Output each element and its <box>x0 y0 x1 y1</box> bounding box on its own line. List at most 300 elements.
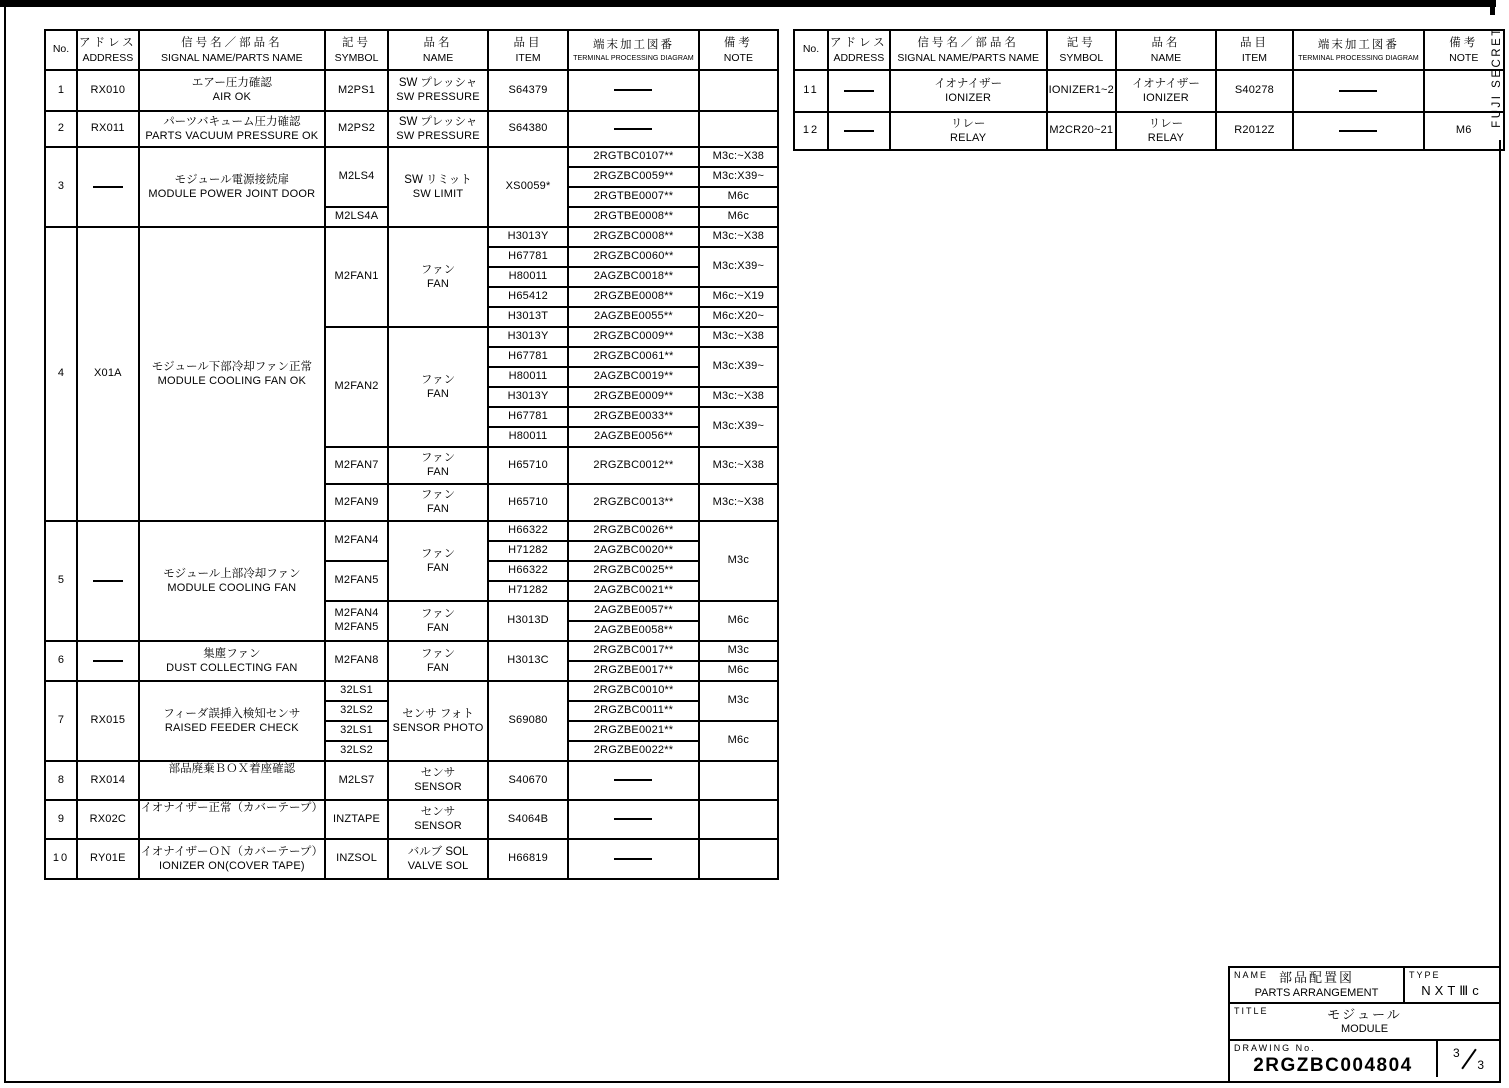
item-cell <box>488 541 568 561</box>
item-value: H3013T <box>507 310 549 323</box>
drawing-number: 2RGZBC004804 <box>1253 1054 1413 1076</box>
table-row <box>45 111 778 147</box>
signal-name-cell <box>139 800 325 839</box>
diagram-cell <box>568 447 699 484</box>
symbol-value: M2FAN4 <box>334 607 379 620</box>
signal-name-cell <box>890 112 1047 150</box>
item-cell <box>488 561 568 581</box>
diagram-cell <box>568 227 699 247</box>
symbol-cell <box>325 641 388 681</box>
header-part-name <box>1116 30 1216 70</box>
note-value: M6c <box>727 664 750 677</box>
no-cell <box>45 800 77 839</box>
item-cell <box>488 247 568 267</box>
name-label: NAME <box>1234 970 1269 980</box>
header-note <box>699 30 778 70</box>
header-no <box>45 30 77 70</box>
signal-jp: 集塵ファン <box>203 647 261 660</box>
diagram-value: 2AGZBE0057** <box>594 604 673 617</box>
note-cell <box>699 521 778 601</box>
diagram-cell <box>1293 112 1424 150</box>
symbol-value: M2FAN4 <box>334 534 379 547</box>
table-row <box>794 70 1504 112</box>
header-address-en: ADDRESS <box>82 51 134 64</box>
item-value: S69080 <box>508 714 548 727</box>
header-address-jp: アドレス <box>830 36 888 49</box>
no-value: 7 <box>57 714 65 727</box>
symbol-value: 32LS2 <box>340 744 373 757</box>
diagram-value: 2RGZBE0008** <box>593 290 674 303</box>
signal-en: MODULE COOLING FAN <box>167 581 297 594</box>
item-value: H65710 <box>508 495 548 508</box>
page-total: 3 <box>1477 1058 1484 1072</box>
item-value: H65710 <box>508 458 548 471</box>
diagram-cell <box>568 839 699 879</box>
note-cell <box>699 327 778 347</box>
item-cell <box>488 601 568 641</box>
item-value: H3013Y <box>507 390 549 403</box>
part-name-cell <box>388 327 488 447</box>
diagram-value: 2RGZBE0033** <box>593 410 674 423</box>
no-cell <box>45 147 77 227</box>
symbol-cell <box>325 761 388 800</box>
address-value: RX015 <box>90 714 126 727</box>
title-block-drawing-cell <box>1230 1041 1438 1077</box>
header-symbol-jp: 記号 <box>1066 36 1096 49</box>
header-no-label: No. <box>52 43 70 56</box>
diagram-cell <box>1293 70 1424 112</box>
title-block-page-cell <box>1438 1041 1499 1077</box>
note-value: M6c:~X19 <box>712 290 765 303</box>
title-label: TITLE <box>1234 1006 1269 1016</box>
no-value-dash <box>844 90 874 92</box>
title-block-type-cell <box>1405 968 1499 1002</box>
title-block <box>1228 966 1501 1083</box>
item-value: H66819 <box>508 852 548 865</box>
diagram-value: 2RGZBE0009** <box>593 390 674 403</box>
note-cell <box>699 387 778 407</box>
address-cell <box>77 681 139 761</box>
item-value: XS0059* <box>505 180 551 193</box>
no-value-dash <box>93 186 123 188</box>
part-name-cell <box>388 521 488 601</box>
header-signal-jp: 信号名／部品名 <box>917 36 1019 49</box>
signal-en: AIR OK <box>212 91 252 104</box>
pname-en: FAN <box>427 621 450 634</box>
diagram-cell <box>568 661 699 681</box>
signal-name-cell <box>139 70 325 111</box>
signal-name-cell <box>890 70 1047 112</box>
diagram-cell <box>568 484 699 521</box>
item-value: H3013Y <box>507 230 549 243</box>
type-label: TYPE <box>1409 970 1441 980</box>
note-cell <box>699 484 778 521</box>
no-value: 3 <box>57 180 65 193</box>
note-cell <box>699 227 778 247</box>
address-value: X01A <box>93 367 122 380</box>
item-value: H71282 <box>508 584 548 597</box>
note-cell <box>699 207 778 227</box>
page-fraction <box>1438 1041 1499 1077</box>
symbol-cell <box>325 447 388 484</box>
frame-top-bar <box>0 0 1496 7</box>
pname-en: FAN <box>427 561 450 574</box>
table-header-row <box>794 30 1504 70</box>
note-value: M3c:X39~ <box>712 420 765 433</box>
pname-en: SENSOR PHOTO <box>392 721 484 734</box>
diagram-cell <box>568 187 699 207</box>
symbol-value: M2FAN1 <box>334 270 379 283</box>
drawing-title-jp: モジュール <box>1327 1006 1402 1022</box>
header-part-name <box>388 30 488 70</box>
no-value-dash <box>614 779 652 781</box>
item-value: H3013C <box>507 654 549 667</box>
no-value-dash <box>614 89 652 91</box>
symbol-value: M2FAN9 <box>334 495 379 508</box>
item-value: S64380 <box>508 122 548 135</box>
symbol-value: 32LS2 <box>340 704 373 717</box>
header-diagram-en: TERMINAL PROCESSING DIAGRAM <box>1298 53 1419 63</box>
note-value: M3c:~X38 <box>712 390 765 403</box>
part-name-cell <box>388 70 488 111</box>
diagram-value: 2AGZBE0058** <box>594 624 673 637</box>
diagram-cell <box>568 247 699 267</box>
address-cell <box>77 839 139 879</box>
symbol-value: M2LS4A <box>334 210 379 223</box>
part-name-cell <box>388 227 488 327</box>
diagram-cell <box>568 741 699 761</box>
pname-jp: SW リミット <box>404 173 472 186</box>
note-cell <box>699 167 778 187</box>
diagram-cell <box>568 287 699 307</box>
diagram-value: 2RGZBE0021** <box>593 724 674 737</box>
note-value: M3c:X39~ <box>712 260 765 273</box>
part-name-cell <box>388 447 488 484</box>
diagram-cell <box>568 207 699 227</box>
no-value-dash <box>614 128 652 130</box>
note-cell <box>699 661 778 681</box>
header-pname-jp: 品名 <box>1151 36 1181 49</box>
header-terminal-diagram <box>568 30 699 70</box>
part-name-cell <box>1116 112 1216 150</box>
no-cell <box>45 641 77 681</box>
item-cell <box>488 111 568 147</box>
symbol-value: M2FAN8 <box>334 654 379 667</box>
pname-jp: ファン <box>420 452 456 465</box>
item-value: H67781 <box>508 250 548 263</box>
diagram-value: 2RGZBC0008** <box>593 230 674 243</box>
diagram-value: 2RGZBC0060** <box>593 250 674 263</box>
item-value: S40670 <box>508 773 548 786</box>
pname-en: SENSOR <box>414 820 462 833</box>
symbol-value: M2LS4 <box>338 170 375 183</box>
signal-name-cell <box>139 761 325 800</box>
item-cell <box>488 327 568 347</box>
signal-en: DUST COLLECTING FAN <box>166 661 298 674</box>
no-value: 9 <box>57 812 65 825</box>
symbol-cell <box>325 484 388 521</box>
symbol-cell <box>325 327 388 447</box>
item-value: H71282 <box>508 544 548 557</box>
pname-en: IONIZER <box>1142 91 1189 104</box>
part-name-cell <box>388 761 488 800</box>
pname-en: FAN <box>427 503 450 516</box>
signal-name-cell <box>139 641 325 681</box>
note-value: M6 <box>1455 124 1472 137</box>
symbol-cell <box>325 701 388 721</box>
symbol-value: M2PS1 <box>338 83 376 96</box>
diagram-cell <box>568 701 699 721</box>
item-value: H80011 <box>508 430 548 443</box>
item-cell <box>488 407 568 427</box>
note-cell <box>699 147 778 167</box>
item-cell <box>488 761 568 800</box>
diagram-cell <box>568 800 699 839</box>
item-cell <box>488 267 568 287</box>
note-value: M6c <box>727 614 750 627</box>
diagram-cell <box>568 307 699 327</box>
note-value: M3c:~X38 <box>712 150 765 163</box>
note-cell <box>699 761 778 800</box>
address-value: RX010 <box>90 83 126 96</box>
pname-jp: SW プレッシャ <box>398 115 478 128</box>
symbol-value: M2FAN2 <box>334 380 379 393</box>
parts-table-right <box>793 29 1505 151</box>
pname-en: SW PRESSURE <box>396 91 480 104</box>
diagram-value: 2RGTBE0007** <box>593 190 674 203</box>
no-cell <box>45 681 77 761</box>
signal-jp: エアー圧力確認 <box>191 77 272 90</box>
note-cell <box>699 347 778 387</box>
symbol-value: 32LS1 <box>340 684 373 697</box>
diagram-cell <box>568 70 699 111</box>
diagram-cell <box>568 167 699 187</box>
diagram-cell <box>568 267 699 287</box>
signal-name-cell <box>139 147 325 227</box>
symbol-value: 32LS1 <box>340 724 373 737</box>
part-name-cell <box>388 484 488 521</box>
header-item-en: ITEM <box>1241 51 1267 64</box>
symbol-cell <box>325 741 388 761</box>
item-value: S4064B <box>507 812 549 825</box>
frame-left-line <box>4 7 6 1083</box>
item-value: H67781 <box>508 350 548 363</box>
signal-jp: 部品廃棄ＢＯＸ着座確認 <box>168 763 296 775</box>
pname-en: FAN <box>427 661 450 674</box>
header-diagram-jp: 端末加工図番 <box>1317 38 1399 51</box>
table-row <box>45 681 778 701</box>
pname-jp: ファン <box>420 547 456 560</box>
item-cell <box>488 307 568 327</box>
no-cell <box>45 521 77 641</box>
item-value: H80011 <box>508 270 548 283</box>
item-cell <box>488 447 568 484</box>
part-name-cell <box>388 147 488 227</box>
no-cell <box>45 227 77 521</box>
diagram-value: 2AGZBC0020** <box>593 544 674 557</box>
address-cell <box>828 112 890 150</box>
pname-en: SW LIMIT <box>412 187 464 200</box>
diagram-cell <box>568 541 699 561</box>
symbol-cell <box>325 561 388 601</box>
table-row <box>45 521 778 541</box>
signal-en: MODULE COOLING FAN OK <box>157 374 307 387</box>
no-value: 5 <box>57 574 65 587</box>
diagram-cell <box>568 147 699 167</box>
symbol-value: M2PS2 <box>338 122 376 135</box>
note-cell <box>699 800 778 839</box>
item-cell <box>488 521 568 541</box>
header-symbol <box>325 30 388 70</box>
signal-jp: イオナイザー正常（カバーテープ） <box>140 802 324 814</box>
diagram-value: 2AGZBE0056** <box>594 430 673 443</box>
diagram-value: 2AGZBC0018** <box>593 270 674 283</box>
drawing-name-en: PARTS ARRANGEMENT <box>1254 986 1379 999</box>
note-cell <box>1424 70 1504 112</box>
symbol-cell <box>325 70 388 111</box>
symbol-value: INZSOL <box>336 852 378 865</box>
signal-name-cell <box>139 681 325 761</box>
header-diagram-jp: 端末加工図番 <box>592 38 674 51</box>
item-cell <box>488 800 568 839</box>
item-cell <box>488 641 568 681</box>
header-item-jp: 品目 <box>513 36 543 49</box>
address-value: RX014 <box>90 773 126 786</box>
diagram-cell <box>568 407 699 427</box>
pname-en: FAN <box>427 466 450 479</box>
drawing-name-jp: 部品配置図 <box>1278 970 1354 986</box>
item-cell <box>488 581 568 601</box>
diagram-value: 2RGZBC0013** <box>593 495 674 508</box>
signal-en: MODULE POWER JOINT DOOR <box>148 187 316 200</box>
signal-name-cell <box>139 227 325 521</box>
diagram-cell <box>568 327 699 347</box>
symbol-cell <box>325 227 388 327</box>
part-name-cell <box>388 111 488 147</box>
note-cell <box>699 247 778 287</box>
diagram-value: 2RGZBC0059** <box>593 170 674 183</box>
note-value: M3c:~X38 <box>712 230 765 243</box>
fraction-slash <box>1461 1049 1476 1070</box>
diagram-value: 2RGZBE0022** <box>593 744 674 757</box>
title-block-name-cell <box>1230 968 1405 1002</box>
signal-jp: フィーダ誤挿入検知センサ <box>163 707 301 720</box>
symbol-cell <box>325 681 388 701</box>
diagram-cell <box>568 761 699 800</box>
item-value: H66322 <box>508 564 548 577</box>
table-row <box>45 839 778 879</box>
header-address-en: ADDRESS <box>833 51 885 64</box>
part-name-cell <box>1116 70 1216 112</box>
signal-jp: イオナイザー <box>934 77 1003 90</box>
note-value: M3c:~X38 <box>712 330 765 343</box>
header-note-en: NOTE <box>723 51 753 64</box>
item-cell <box>488 70 568 111</box>
diagram-cell <box>568 561 699 581</box>
note-cell <box>699 641 778 661</box>
pname-en: VALVE SOL <box>407 859 469 872</box>
note-cell <box>699 287 778 307</box>
symbol-cell <box>1047 112 1116 150</box>
header-note-jp: 備考 <box>723 36 753 49</box>
diagram-cell <box>568 621 699 641</box>
item-cell <box>488 681 568 761</box>
no-value: 1 <box>57 83 65 96</box>
signal-jp: モジュール上部冷却ファン <box>163 567 301 580</box>
diagram-value: 2RGZBC0025** <box>593 564 674 577</box>
pname-en: FAN <box>427 387 450 400</box>
address-value: RY01E <box>90 852 126 865</box>
signal-jp: パーツバキューム圧力確認 <box>163 115 301 128</box>
item-cell <box>488 484 568 521</box>
title-block-title-cell <box>1230 1004 1499 1039</box>
pname-jp: イオナイザー <box>1132 77 1200 90</box>
item-value: H65412 <box>508 290 548 303</box>
note-cell <box>699 187 778 207</box>
note-value: M3c <box>727 644 750 657</box>
no-cell <box>45 839 77 879</box>
no-value-dash <box>93 660 123 662</box>
symbol-cell <box>325 721 388 741</box>
signal-en: IONIZER ON(COVER TAPE) <box>158 859 305 872</box>
no-cell <box>794 112 828 150</box>
frame-right-line <box>1499 140 1501 1083</box>
pname-jp: ファン <box>420 373 456 386</box>
pname-en: SENSOR <box>414 781 462 794</box>
note-value: M6c <box>727 210 750 223</box>
pname-en: SW PRESSURE <box>396 129 480 142</box>
item-cell <box>1216 70 1293 112</box>
no-value-dash <box>614 858 652 860</box>
note-value: M3c:X39~ <box>712 170 765 183</box>
part-name-cell <box>388 641 488 681</box>
signal-name-cell <box>139 839 325 879</box>
header-signal-name <box>890 30 1047 70</box>
header-item-en: ITEM <box>515 51 541 64</box>
symbol-value: INZTAPE <box>333 812 381 825</box>
table-row <box>794 112 1504 150</box>
diagram-value: 2AGZBC0019** <box>593 370 674 383</box>
signal-jp: リレー <box>950 117 986 130</box>
diagram-cell <box>568 581 699 601</box>
item-value: H66322 <box>508 524 548 537</box>
address-cell <box>77 111 139 147</box>
note-value: M3c:~X38 <box>712 458 765 471</box>
header-symbol <box>1047 30 1116 70</box>
pname-jp: ファン <box>420 489 456 502</box>
note-value: M6c <box>727 734 750 747</box>
item-cell <box>488 367 568 387</box>
item-value: R2012Z <box>1234 124 1275 137</box>
no-value: 12 <box>802 124 820 137</box>
no-cell <box>45 111 77 147</box>
symbol-cell <box>325 839 388 879</box>
symbol-value: M2FAN5 <box>334 574 379 587</box>
symbol-cell <box>1047 70 1116 112</box>
item-value: H80011 <box>508 370 548 383</box>
signal-jp: モジュール電源接続扉 <box>174 173 290 186</box>
no-cell <box>45 70 77 111</box>
symbol-cell <box>325 147 388 207</box>
no-value: 6 <box>57 654 65 667</box>
table-row <box>45 70 778 111</box>
address-value: RX011 <box>90 122 125 135</box>
part-name-cell <box>388 681 488 761</box>
signal-en: PARTS VACUUM PRESSURE OK <box>145 129 319 142</box>
diagram-cell <box>568 427 699 447</box>
item-cell <box>488 387 568 407</box>
header-diagram-en: TERMINAL PROCESSING DIAGRAM <box>573 53 694 63</box>
